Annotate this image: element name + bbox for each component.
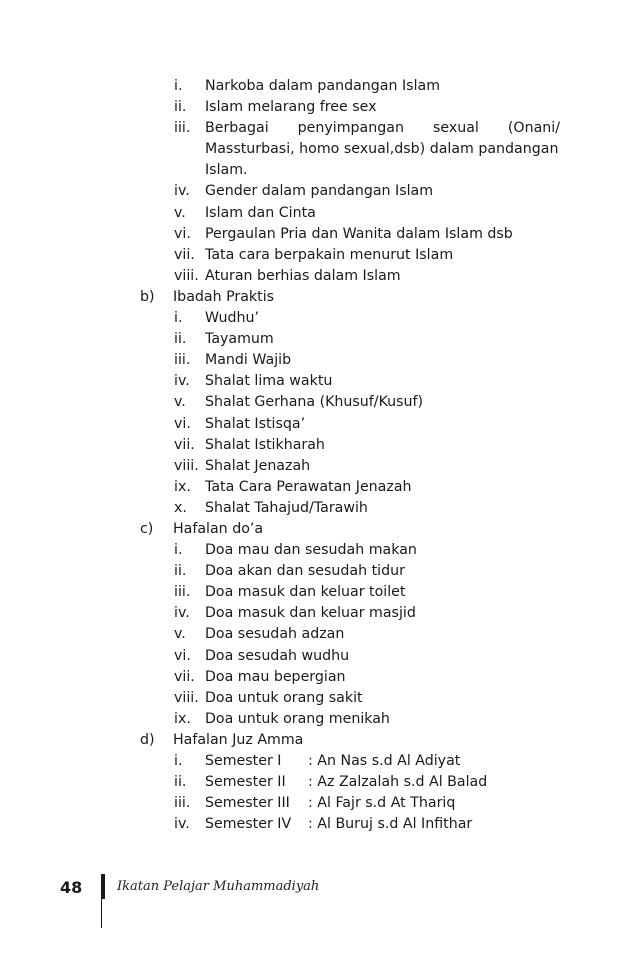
item-number: vii. bbox=[174, 246, 195, 263]
item-detail: : Al Buruj s.d Al Infithar bbox=[308, 816, 473, 833]
item-text: Wudhu’ bbox=[205, 310, 260, 327]
item-number: i. bbox=[174, 542, 183, 559]
item-text: Semester IV bbox=[205, 816, 292, 833]
section-title: Hafalan do’a bbox=[173, 520, 264, 537]
page-footer bbox=[0, 866, 638, 936]
item-text: Tayamum bbox=[205, 331, 274, 348]
item-number: vi. bbox=[174, 225, 191, 242]
list-item bbox=[0, 245, 638, 266]
list-item bbox=[0, 793, 638, 814]
item-text: Massturbasi, homo sexual,dsb) dalam pandangan bbox=[205, 141, 559, 158]
item-number: iv. bbox=[174, 605, 190, 622]
item-number: i. bbox=[174, 753, 183, 769]
list-item bbox=[0, 772, 638, 793]
item-number: iii. bbox=[174, 795, 191, 812]
item-text: Doa untuk orang menikah bbox=[205, 710, 390, 727]
item-number: vii. bbox=[174, 668, 195, 685]
item-number: ix. bbox=[174, 478, 191, 495]
section-heading bbox=[0, 519, 638, 540]
item-text: Tata Cara Perawatan Jenazah bbox=[205, 478, 412, 495]
list-item bbox=[0, 667, 638, 688]
item-number: i. bbox=[174, 78, 183, 94]
list-item bbox=[0, 392, 638, 413]
item-text: Narkoba dalam pandangan Islam bbox=[205, 78, 441, 94]
item-text: Semester II bbox=[205, 774, 286, 791]
list-item bbox=[0, 224, 638, 245]
list-item bbox=[0, 646, 638, 667]
item-detail: : Az Zalzalah s.d Al Balad bbox=[308, 774, 488, 791]
list-item bbox=[0, 456, 638, 477]
list-item bbox=[0, 118, 638, 139]
list-item bbox=[0, 624, 638, 645]
list-item bbox=[0, 329, 638, 350]
item-text: Tata cara berpakain menurut Islam bbox=[205, 246, 454, 263]
item-detail: : Al Fajr s.d At Thariq bbox=[308, 795, 456, 812]
section-letter: c) bbox=[140, 520, 154, 537]
item-number: vi. bbox=[174, 415, 191, 432]
page-number: 48 bbox=[60, 878, 83, 897]
item-number: iii. bbox=[174, 584, 191, 601]
section-letter: b) bbox=[140, 288, 155, 305]
item-text: Shalat Istikharah bbox=[205, 436, 325, 453]
list-item-continuation bbox=[0, 139, 638, 160]
item-number: iv. bbox=[174, 183, 190, 200]
item-text: Doa masuk dan keluar masjid bbox=[205, 605, 416, 622]
item-number: viii. bbox=[174, 267, 199, 284]
item-text: Gender dalam pandangan Islam bbox=[205, 183, 434, 200]
item-text: Semester III bbox=[205, 795, 290, 812]
item-text: Doa masuk dan keluar toilet bbox=[205, 584, 406, 601]
item-text: Shalat Jenazah bbox=[205, 457, 311, 474]
list-item bbox=[0, 350, 638, 371]
item-text: Doa sesudah wudhu bbox=[205, 647, 350, 664]
list-item-continuation bbox=[0, 160, 638, 181]
footer-divider-line bbox=[101, 874, 102, 928]
list-item bbox=[0, 582, 638, 603]
item-text: Aturan berhias dalam Islam bbox=[205, 267, 401, 284]
item-text: Doa mau dan sesudah makan bbox=[205, 542, 417, 559]
item-text: Islam melarang free sex bbox=[205, 99, 377, 116]
item-number: iii. bbox=[174, 352, 191, 369]
list-item bbox=[0, 414, 638, 435]
list-item bbox=[0, 477, 638, 498]
item-number: ii. bbox=[174, 331, 187, 348]
item-number: vi. bbox=[174, 647, 191, 664]
item-text: Doa mau bepergian bbox=[205, 668, 346, 685]
item-number: vii. bbox=[174, 436, 195, 453]
book-title: Ikatan Pelajar Muhammadiyah bbox=[117, 879, 320, 894]
list-item bbox=[0, 814, 638, 835]
item-text: Doa sesudah adzan bbox=[205, 626, 345, 643]
item-text: Shalat Istisqa’ bbox=[205, 415, 306, 432]
list-item bbox=[0, 266, 638, 287]
list-item bbox=[0, 97, 638, 118]
item-number: ii. bbox=[174, 774, 187, 791]
item-number: v. bbox=[174, 394, 186, 411]
item-number: v. bbox=[174, 626, 186, 643]
item-text: Semester I bbox=[205, 753, 282, 769]
content-list bbox=[0, 76, 638, 835]
list-item bbox=[0, 688, 638, 709]
item-text: Shalat lima waktu bbox=[205, 373, 333, 390]
item-number: ii. bbox=[174, 99, 187, 116]
item-number: iv. bbox=[174, 816, 190, 833]
item-text: Mandi Wajib bbox=[205, 352, 292, 369]
list-item bbox=[0, 603, 638, 624]
list-item bbox=[0, 435, 638, 456]
list-item bbox=[0, 709, 638, 730]
item-number: viii. bbox=[174, 457, 199, 474]
item-number: ix. bbox=[174, 710, 191, 727]
item-text: Doa akan dan sesudah tidur bbox=[205, 563, 405, 580]
item-text: Pergaulan Pria dan Wanita dalam Islam dsb bbox=[205, 225, 513, 242]
section-heading bbox=[0, 287, 638, 308]
section-letter: d) bbox=[140, 731, 155, 748]
list-item bbox=[0, 308, 638, 329]
item-text: Shalat Gerhana (Khusuf/Kusuf) bbox=[205, 394, 424, 411]
item-number: v. bbox=[174, 204, 186, 221]
list-item bbox=[0, 371, 638, 392]
item-text: Islam dan Cinta bbox=[205, 204, 316, 221]
section-heading bbox=[0, 730, 638, 751]
list-item bbox=[0, 181, 638, 202]
list-item bbox=[0, 76, 638, 97]
list-item bbox=[0, 751, 638, 772]
list-item bbox=[0, 561, 638, 582]
item-text: Islam. bbox=[205, 162, 248, 179]
item-number: iv. bbox=[174, 373, 190, 390]
item-number: i. bbox=[174, 310, 183, 327]
item-number: ii. bbox=[174, 563, 187, 580]
item-number: iii. bbox=[174, 120, 191, 137]
item-text: Berbagai penyimpangan sexual (Onani/ bbox=[205, 120, 560, 137]
item-text: Doa untuk orang sakit bbox=[205, 689, 363, 706]
list-item bbox=[0, 498, 638, 519]
item-number: x. bbox=[174, 499, 187, 516]
section-title: Hafalan Juz Amma bbox=[173, 731, 304, 748]
section-title: Ibadah Praktis bbox=[173, 288, 275, 305]
list-item bbox=[0, 540, 638, 561]
item-text: Shalat Tahajud/Tarawih bbox=[205, 499, 368, 516]
item-detail: : An Nas s.d Al Adiyat bbox=[308, 753, 461, 769]
item-number: viii. bbox=[174, 689, 199, 706]
list-item bbox=[0, 203, 638, 224]
